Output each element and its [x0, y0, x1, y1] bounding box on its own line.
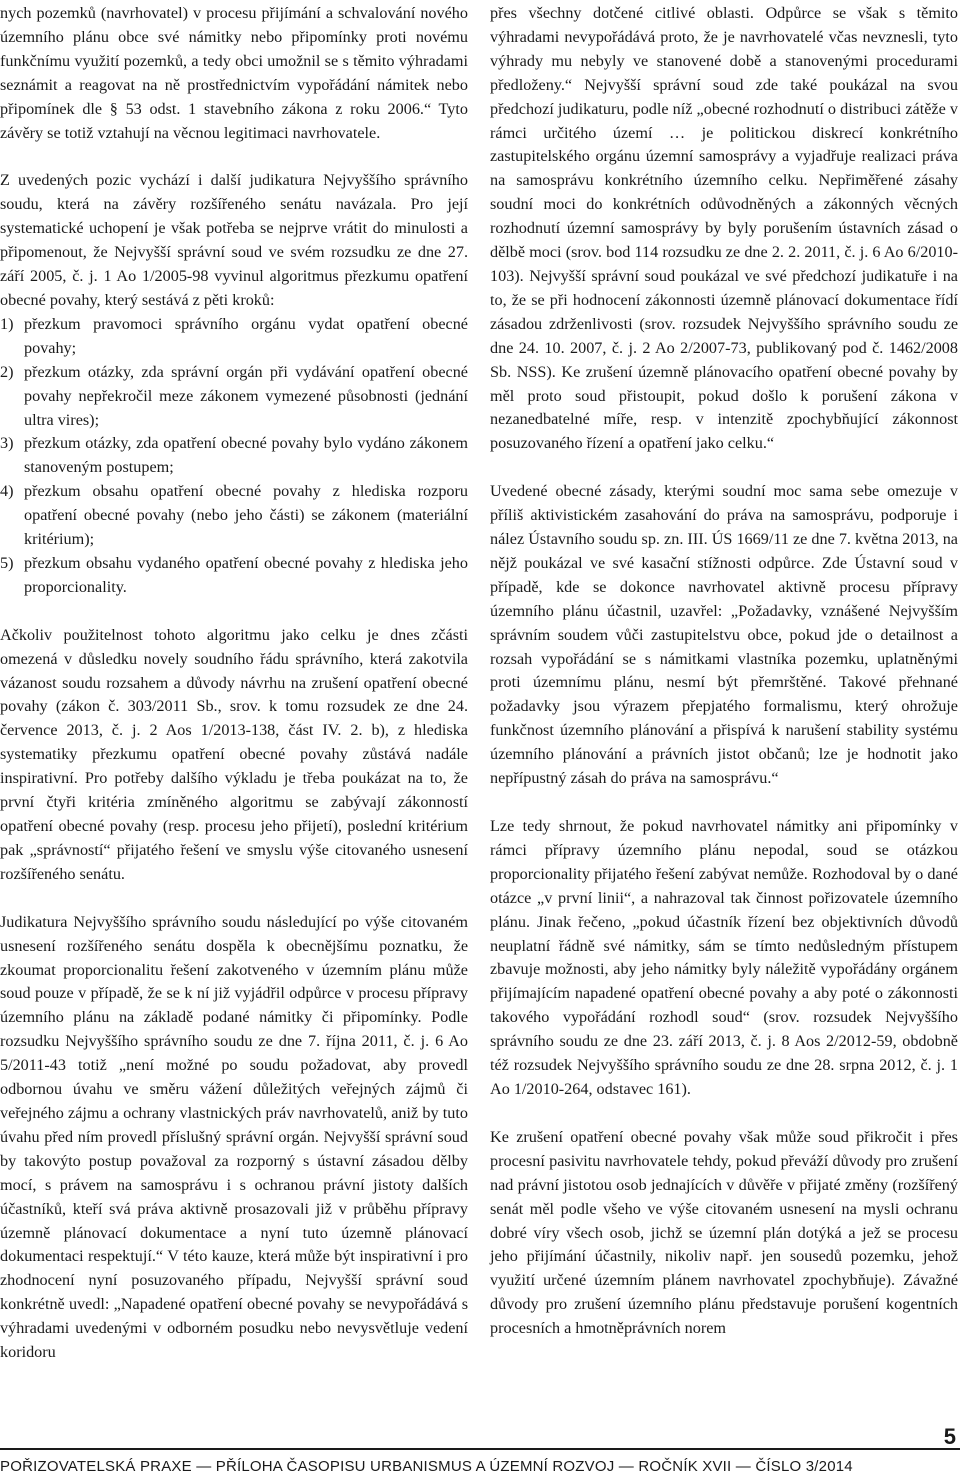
paragraph: Judikatura Nejvyššího správního soudu následující po výše citovaném usnesení rozšířeného senátu dospěla k obecnějšímu poznatku, že zkoumat proporcionalitu řešení zakotveného v územním plánu může soud pouze v případě, že se k ní již vyjádřil odpůrce v procesu přípravy územního plánu na základě podané námitky či připomínky. Podle rozsudku Nejvyššího správního soudu ze dne 7. října 2011, č. j. 6 Ao 5/2011-43 totiž „není možné po soudu požadovat, aby provedl odbornou úvahu ve směru vážení důležitých veřejných zájmů či veřejného zájmu a ochrany vlastnických práv navrhovatelů, aniž by tuto úvahu před ním provedl příslušný správní orgán. Nejvyšší správní soud by takovýto postup považoval za rozporný s ústavní zásadou dělby mocí, s právem na samosprávu i s ochranou právní jistoty dalších účastníků, kteří svá práva aktivně prosazovali již v průběhu přípravy územně plánovací dokumentace a nyní tuto územně plánovací dokumentaci respektují.“ V této kauze, která může být inspirativní i pro zhodnocení nyní posuzovaného případu, Nejvyšší správní soud konkrétně uvedl: „Napadené opatření obecné povahy se nevypořádává s výhradami uvedenými v odborném posudku nebo nevysvětluje vedení koridoru [0, 912, 468, 1362]
paragraph: Ačkoliv použitelnost tohoto algoritmu jako celku je dnes zčásti omezená v důsledku novely soudního řádu správního, která zakotvila vázanost soudu rozsahem a důvody návrhu na zrušení opatření obecné povahy (zákon č. 303/2011 Sb., srov. k tomu rozsudek ze dne 24. července 2013, č. j. 2 Aos 1/2013-138, část IV. 2. b), z hlediska systematiky přezkumu opatření obecné povahy zůstává nadále inspirativní. Pro potřeby dalšího výkladu je třeba poukázat na to, že první čtyři kritéria zmíněného algoritmu se zabývají zákonností opatření obecné povahy (resp. procesu jeho přijetí), poslední kritérium pak „správností“ přijatého řešení ve smyslu výše citovaného usnesení rozšířeného senátu. [0, 625, 468, 883]
list-item [0, 432, 468, 480]
footer-rule [0, 1448, 960, 1450]
paragraph: Ke zrušení opatření obecné povahy však může soud přikročit i přes procesní pasivitu navrhovatele tehdy, pokud převáží důvody pro zrušení nad právní jistotou osob jednajících v důvěře v přijaté změny (rozšířený senát měl podle všeho ve výše citovaném usnesení na mysli ochranu dobré víry všech osob, jichž se územní plán dotýká a jež se procesu jeho přijímání účastnily, nikoliv např. jen sousedů pozemku, jehož využití určené územním plánem navrhovatel zpochybňuje). Závažné důvody pro zrušení územního plánu představuje porušení kogentních procesních a hmotněprávních norem [490, 1127, 958, 1338]
list-item-text: přezkum otázky, zda správní orgán při vydávání opatření obecné povahy nepřekročil meze zákonem vymezené působnosti (jednání ultra vires); [24, 362, 468, 429]
list-item-number: 5) [0, 553, 14, 572]
list-item-text: přezkum obsahu vydaného opatření obecné povahy z hlediska jeho proporcionality. [24, 553, 468, 596]
paragraph: Uvedené obecné zásady, kterými soudní moc sama sebe omezuje v příliš aktivistickém zasahování do práva na samosprávu, podporuje i nález Ústavního soudu sp. zn. III. ÚS 1669/11 ze dne 7. května 2013, na nějž poukázal ve své kasační stížnosti odpůrce. Zde Ústavní soud v případě, kde se dokonce navrhovatel aktivně procesu přípravy územního plánu účastnil, uzavřel: „Požadavky, vznášené Nejvyšším správním soudem vůči zastupitelstvu obce, pokud jde o detailnost a rozsah vypořádání se s námitkami vlastníka pozemku, uplatněnými proti územnímu plánu, nesmí být přemrštěné. Takové přehnané požadavky jsou výrazem přepjatého formalismu, který ohrožuje funkčnost územního plánování a přispívá k narušení stability systému územního plánování a právních jistot občanů; lze je hodnotit jako nepřípustný zásah do práva na samosprávu.“ [490, 482, 958, 788]
list-item-number: 1) [0, 314, 14, 333]
list-item-number: 3) [0, 434, 14, 453]
footer-journal-info: POŘIZOVATELSKÁ PRAXE — PŘÍLOHA ČASOPISU URBANISMUS A ÚZEMNÍ ROZVOJ — ROČNÍK XVII — ČÍSLO 3/2014 [0, 1458, 853, 1475]
list-item-number: 4) [0, 482, 14, 501]
paragraph: Z uvedených pozic vychází i další judikatura Nejvyššího správního soudu, která na závěry rozšířeného senátu navázala. Pro její systematické uchopení je však potřeba se nejprve vrátit do minulosti a připomenout, že Nejvyšší správní soud ve svém rozsudku ze dne 27. září 2005, č. j. 1 Ao 1/2005-98 vyvinul algoritmus přezkumu opatření obecné povahy, který sestává z pěti kroků: [0, 171, 468, 309]
right-column [490, 2, 958, 1365]
list-item-text: přezkum obsahu opatření obecné povahy z hlediska rozporu opatření obecné povahy (nebo jeho části) se zákonem (materiální kritérium); [24, 482, 468, 549]
left-column [0, 2, 468, 1389]
page-footer [0, 1424, 960, 1481]
numbered-list [0, 313, 468, 600]
paragraph: přes všechny dotčené citlivé oblasti. Odpůrce se však s těmito výhradami nevypořádává proto, že je navrhovatelé včas nevznesli, tyto výhrady mu nebyly ve stanovené době a stanovenými procedurami předloženy.“ Nejvyšší správní soud zde také poukázal na svou předchozí judikaturu, podle níž „obecné rozhodnutí o distribuci zátěže v rámci určitého území … je politickou diskrecí konkrétního zastupitelského orgánu územní samosprávy a vyjadřuje realizaci práva na samosprávu konkrétního územního celku. Nepřiměřené zásahy soudní moci do konkrétních odůvodněných a zákonných věcných rozhodnutí územní samosprávy by byly porušením ústavních zásad o dělbě moci (srov. bod 114 rozsudku ze dne 2. 2. 2011, č. j. 6 Ao 6/2010-103). Nejvyšší správní soud poukázal ve své předchozí judikatuře i na to, že se při hodnocení zákonnosti územně plánovací dokumentace řídí zásadou zdrženlivosti (srov. rozsudek Nejvyššího správního soudu ze dne 24. 10. 2007, č. j. 2 Ao 2/2007-73, publikovaný pod č. 1462/2008 Sb. NSS). Ke zrušení územně plánovacího opatření obecné povahy by měl proto soud přistoupit, pokud došlo k porušení zákona v nezanedbatelné míře, resp. v intenzitě zpochybňující zákonnost posuzovaného řízení a opatření jako celku.“ [490, 4, 958, 453]
paragraph: nych pozemků (navrhovatel) v procesu přijímání a schvalování nového územního plánu obce své námitky nebo připomínky proti novému funkčnímu využití pozemků, a tedy obci umožnil se s těmito výhradami seznámit a reagovat na ně prostřednictvím vypořádání námitek nebo připomínek dle § 53 odst. 1 stavebního zákona z roku 2006.“ Tyto závěry se totiž vztahují na věcnou legitimaci navrhovatele. [0, 4, 468, 142]
page-number: 5 [943, 1424, 956, 1449]
list-item [0, 313, 468, 361]
list-item-number: 2) [0, 362, 14, 381]
list-item [0, 552, 468, 600]
list-item-text: přezkum otázky, zda opatření obecné povahy bylo vydáno zákonem stanoveným postupem; [24, 434, 468, 477]
paragraph: Lze tedy shrnout, že pokud navrhovatel námitky ani připomínky v rámci přípravy územního plánu nepodal, soud se otázkou proporcionality přijatého řešení zabývat nemůže. Rozhodoval by o dané otázce „v první linii“, a nahrazoval tak činnost pořizovatele územního plánu. Jinak řečeno, „pokud účastník řízení bez objektivních důvodů neuplatní řádně své námitky, sám se tímto nedůsledným přístupem zbavuje možnosti, aby jeho námitky byly náležitě vypořádány orgánem přijímajícím napadené opatření obecné povahy a aby poté o zákonnosti takového vypořádání rozhodl soud“ (srov. rozsudek Nejvyššího správního soudu ze dne 23. září 2013, č. j. 8 Aos 2/2012-59, obdobně též rozsudek Nejvyššího správního soudu ze dne 28. srpna 2012, č. j. 1 Ao 1/2010-264, odstavec 161). [490, 817, 958, 1098]
list-item [0, 361, 468, 433]
list-item [0, 480, 468, 552]
list-item-text: přezkum pravomoci správního orgánu vydat opatření obecné povahy; [24, 314, 468, 357]
